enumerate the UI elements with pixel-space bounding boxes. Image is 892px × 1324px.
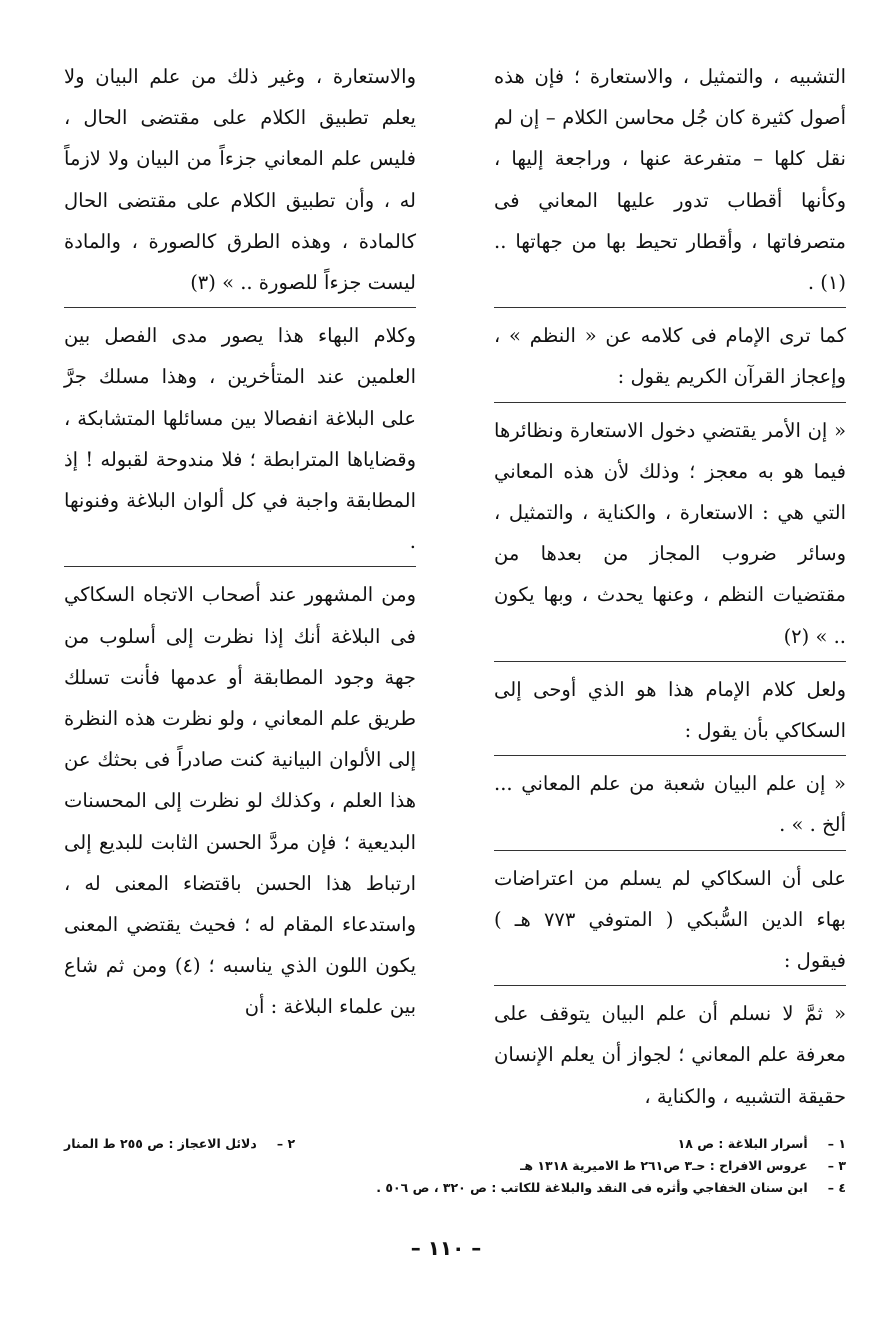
footnote-text: عروس الافراح : حـ٣ ص٢٦١ ط الاميرية ١٣١٨ هـ [520,1158,808,1173]
footnotes [64,1133,846,1199]
quote-paragraph: « إن الأمر يقتضي دخول الاستعارة ونظائرها فيما هو به معجز ؛ وذلك لأن هذه المعاني التي هي : الاستعارة ، والكناية ، والتمثيل ، وسائر ضروب المجاز من بعدها من مقتضيات النظم ، وعنها يحدث ، وبها يكون .. » (٢) [494,418,846,648]
divider [494,307,846,308]
quote-paragraph: والاستعارة ، وغير ذلك من علم البيان ولا يعلم تطبيق الكلام على مقتضى الحال ، فليس علم المعاني جزءاً من البيان ولا لازماً له ، وأن تطبيق الكلام على مقتضى الحال كالمادة ، وهذه الطرق كالصورة ، والمادة ليست جزءاً للصورة .. » (٣) [64,65,416,295]
paragraph: كما ترى الإمام فى كلامه عن « النظم » ، وإعجاز القرآن الكريم يقول : [494,324,846,389]
footnote-number: ١ – [827,1136,846,1151]
footnote-text: دلائل الاعجاز : ص ٢٥٥ ط المنار [64,1136,257,1151]
page-number: – ١١٠ – [410,1236,482,1260]
paragraph: وكلام البهاء هذا يصور مدى الفصل بين العلمين عند المتأخرين ، وهذا مسلك جرَّ على البلاغة انفصالا بين مسائلها المتشابكة ، وقضاياها المترابطة ؛ فلا مندوحة لقبوله ! إذ المطابقة واجبة في كل ألوان البلاغة وفنونها . [64,324,416,554]
divider [494,850,846,851]
footnote-number: ٤ – [827,1180,846,1195]
quote-paragraph: « إن علم البيان شعبة من علم المعاني ... ألخ . » . [494,772,846,837]
footnote-number: ٢ – [276,1136,296,1151]
divider [64,566,416,567]
footnote-inline [64,1133,295,1155]
footnote-number: ٣ – [827,1158,846,1173]
divider [494,755,846,756]
footnote-row [64,1133,846,1155]
footnote-row [64,1177,846,1199]
quote-paragraph: « ثمَّ لا نسلم أن علم البيان يتوقف على معرفة علم المعاني ؛ لجواز أن يعلم الإنسان حقيقة التشبيه ، والكناية ، [494,1002,846,1108]
divider [494,985,846,986]
paragraph: التشبيه ، والتمثيل ، والاستعارة ؛ فإن هذه أصول كثيرة كان جُل محاسن الكلام – إن لم نقل كلها – متفرعة عنها ، وراجعة إليها ، وكأنها أقطاب تدور عليها المعاني فى متصرفاتها ، وأقطار تحيط بها من جهاتها .. (١) . [494,65,846,295]
footnote-text: أسرار البلاغة : ص ١٨ [677,1136,808,1151]
paragraph: ومن المشهور عند أصحاب الاتجاه السكاكي فى البلاغة أنك إذا نظرت إلى أسلوب من جهة وجود المطابقة أو عدمها فأنت تسلك طريق علم المعاني ، ولو نظرت هذه النظرة إلى الألوان البيانية كنت صادراً فى بحثك عن هذا العلم ، وكذلك لو نظرت إلى المحسنات البديعية ؛ فإن مردَّ الحسن الثابت للبديع إلى ارتباط هذا الحسن باقتضاء المعنى له ، واستدعاء المقام له ؛ فحيث يقتضي المعنى يكون اللون الذي يناسبه ؛ (٤) ومن ثم شاع بين علماء البلاغة : أن [64,583,417,1019]
footnote-row [64,1155,846,1177]
divider [64,307,416,308]
paragraph: ولعل كلام الإمام هذا هو الذي أوحى إلى السكاكي بأن يقول : [494,677,846,743]
left-column [64,56,416,1028]
divider [494,402,846,403]
paragraph: على أن السكاكي لم يسلم من اعتراضات بهاء الدين السُّبكي ( المتوفي ٧٧٣ هـ ) فيقول : [494,866,846,973]
footnote-text: ابن سنان الخفاجي وأثره فى النقد والبلاغة للكاتب : ص ٣٢٠ ، ص ٥٠٦ . [376,1180,808,1195]
divider [494,661,846,662]
right-column [494,56,846,1117]
